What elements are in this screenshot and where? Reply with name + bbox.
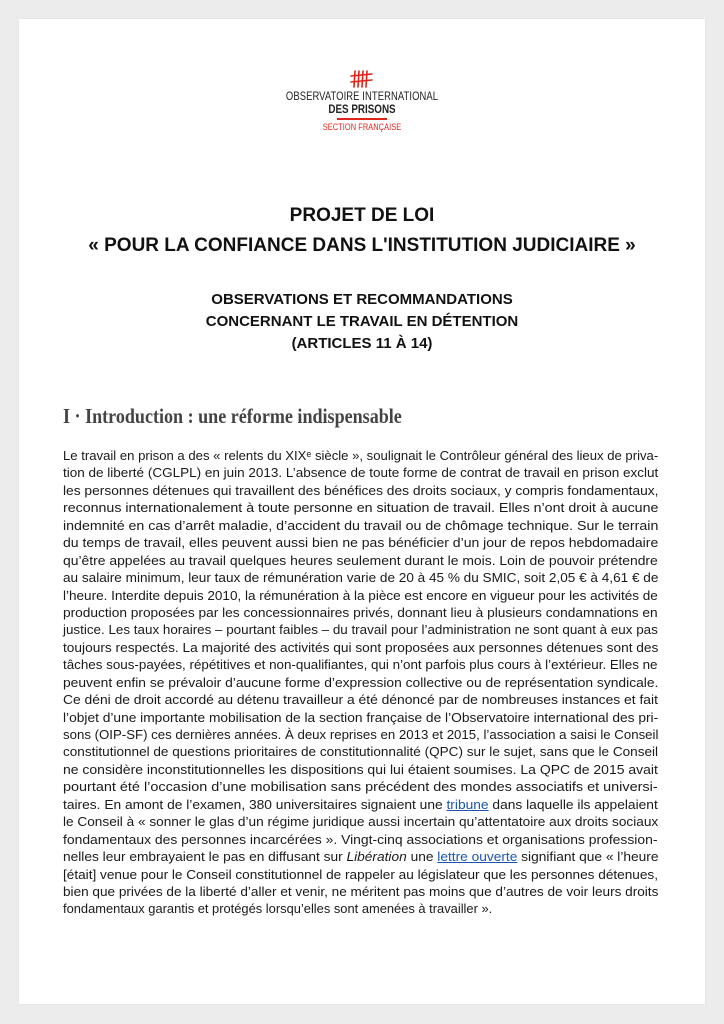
- body-line: [63, 813, 692, 830]
- logo-divider: [337, 118, 387, 120]
- body-text-segment: indemnité en cas d’arrêt maladie, d’accident du travail ou de chômage technique. Sur le terrain: [63, 517, 659, 533]
- body-text-segment: l’heure. Interdite depuis 2010, la rémunération à la pièce est encore en vigueur pour les activités de: [63, 587, 658, 603]
- body-text-segment: dans laquelle ils appelaient: [488, 796, 658, 812]
- body-line: [63, 709, 697, 726]
- body-line: [63, 761, 708, 778]
- body-text-segment: le Conseil à « sonner le glas d’un régime juridique aussi incertain qu’attentatoire aux droits sociaux: [63, 814, 659, 830]
- body-text-segment: toujours respectés. La majorité des activités qui sont proposées aux personnes détenues sont des: [63, 639, 659, 655]
- body-line: [63, 534, 709, 551]
- body-text-segment: bien que privées de la liberté d’aller et venir, ne méritent pas moins que d’autres de voir leurs droits: [63, 883, 659, 899]
- body-text-segment: tion de liberté (CGLPL) en juin 2013. L’absence de toute forme de contrat de travail en prison exclut: [63, 465, 659, 481]
- document-subtitle: [19, 289, 705, 355]
- body-text-segment: Ce déni de droit accordé au détenu travailleur a été dénoncé par de nombreuses instances et fait: [63, 692, 658, 708]
- body-text-segment: une: [406, 849, 438, 865]
- body-text-segment: au salaire minimum, leur taux de rémunération varie de 20 à 45 % du SMIC, soit 2,05 € à 4,61 € de: [63, 570, 659, 586]
- subtitle-line1: OBSERVATIONS ET RECOMMANDATIONS: [211, 291, 513, 308]
- body-line: [63, 796, 699, 813]
- body-text-segment: reconnus internationalement à toute personne en situation de travail. Elles n’ont droit à aucune: [63, 500, 659, 516]
- lettre-ouverte-link[interactable]: lettre ouverte: [437, 849, 518, 865]
- body-line: [63, 900, 658, 917]
- body-line: [63, 569, 690, 586]
- prison-bars-logo-icon: [349, 69, 375, 89]
- section-heading: I · Introduction : une réforme indispensable: [63, 404, 402, 428]
- body-text-segment: taires. En amont de l’examen, 380 universitaires signaient une: [63, 796, 447, 812]
- body-line: [63, 726, 673, 743]
- body-line: [63, 517, 719, 534]
- body-line: [63, 691, 702, 708]
- body-line: [63, 848, 696, 865]
- tribune-link[interactable]: tribune: [446, 796, 489, 812]
- body-text-segment: signifiant que « l’heure: [517, 849, 659, 865]
- body-text-segment: [était] venue pour le Conseil constitutionnel de rappeler au législateur que les personnes détenues,: [63, 866, 659, 882]
- body-line: [63, 674, 701, 691]
- body-line: [63, 499, 719, 516]
- italic-text: Libération: [346, 849, 407, 865]
- body-text-segment: constitutionnel de questions prioritaires de constitutionnalité (QPC) sur le sujet, sans que le Conseil: [63, 744, 659, 760]
- body-text-segment: peuvent enfin se prévaloir d’aucune forme d’expression collective ou de représentation syndicale.: [63, 674, 659, 690]
- subtitle-line3: (ARTICLES 11 À 14): [291, 335, 433, 352]
- body-line: [63, 883, 690, 900]
- body-paragraph: [63, 447, 658, 918]
- body-text-segment: Le travail en prison a des « relents du XIXᵉ siècle », soulignait le Contrôleur général des lieux de priva-: [63, 448, 659, 463]
- body-text-segment: du temps de travail, elles peuvent aussi bien ne pas bénéficier d’un jour de repos hebdomadaire: [63, 535, 659, 551]
- body-line: [63, 604, 695, 621]
- document-page: [19, 19, 705, 1004]
- body-text-segment: ne considère inconstitutionnelles les dispositions qui lui étaient soumises. La QPC de 2015 avait: [63, 761, 658, 777]
- body-text-segment: fondamentaux des personnes incarcérées ». Vingt-cinq associations et organisations profession-: [63, 831, 658, 847]
- logo-text-line3: SECTION FRANÇAISE: [322, 122, 402, 132]
- body-line: [63, 621, 682, 638]
- body-text-segment: tâches sous-payées, répétitives et non-qualifiantes, qui n’ont parfois plus cours à l’extérieur. Elles ne: [63, 657, 658, 673]
- body-text-segment: pourtant été l’occasion d’une mobilisation sans précédent des mondes associatifs et universi-: [63, 779, 658, 795]
- body-line: [63, 743, 688, 760]
- title-line2: « POUR LA CONFIANCE DANS L'INSTITUTION JUDICIAIRE »: [88, 235, 636, 256]
- body-line: [63, 447, 668, 464]
- oip-logo: [19, 69, 705, 132]
- body-line: [63, 587, 687, 604]
- body-line: [63, 482, 699, 499]
- body-text-segment: nelles leur embrayaient le pas en diffusant sur: [63, 849, 347, 865]
- body-text-segment: production proposées par les concessionnaires privés, donnant lieu à plusieurs condamnations en: [63, 604, 658, 620]
- body-text-segment: fondamentaux garantis et protégés lorsqu’elles sont amenées à travailler ».: [63, 901, 493, 917]
- body-line: [63, 778, 724, 795]
- body-line: [63, 866, 691, 883]
- body-line: [63, 552, 704, 569]
- body-text-segment: l’objet d’une importante mobilisation de la section française de l’Observatoire international des pri-: [63, 709, 659, 725]
- document-title: [19, 201, 705, 261]
- body-line: [63, 656, 681, 673]
- body-text-segment: qu’être appelées au travail quelques heures seulement durant le mois. Loin de pouvoir prétendre: [63, 552, 658, 568]
- body-line: [63, 831, 704, 848]
- logo-text-line1: OBSERVATOIRE INTERNATIONAL: [285, 91, 439, 103]
- body-line: [63, 639, 695, 656]
- body-text-segment: justice. Les taux horaires – pourtant faibles – du travail pour l’administration ne sont quant à eux pas: [63, 622, 658, 638]
- logo-text-line2: DES PRISONS: [328, 102, 396, 116]
- body-text-segment: les personnes détenues qui travaillent des bénéfices des droits sociaux, y compris fondamentaux,: [63, 482, 659, 498]
- body-line: [63, 464, 686, 481]
- subtitle-line2: CONCERNANT LE TRAVAIL EN DÉTENTION: [205, 313, 519, 330]
- title-line1: PROJET DE LOI: [289, 205, 435, 226]
- body-text-segment: sons (OIP-SF) ces dernières années. À deux reprises en 2013 et 2015, l’association a saisi le Conseil: [63, 727, 659, 742]
